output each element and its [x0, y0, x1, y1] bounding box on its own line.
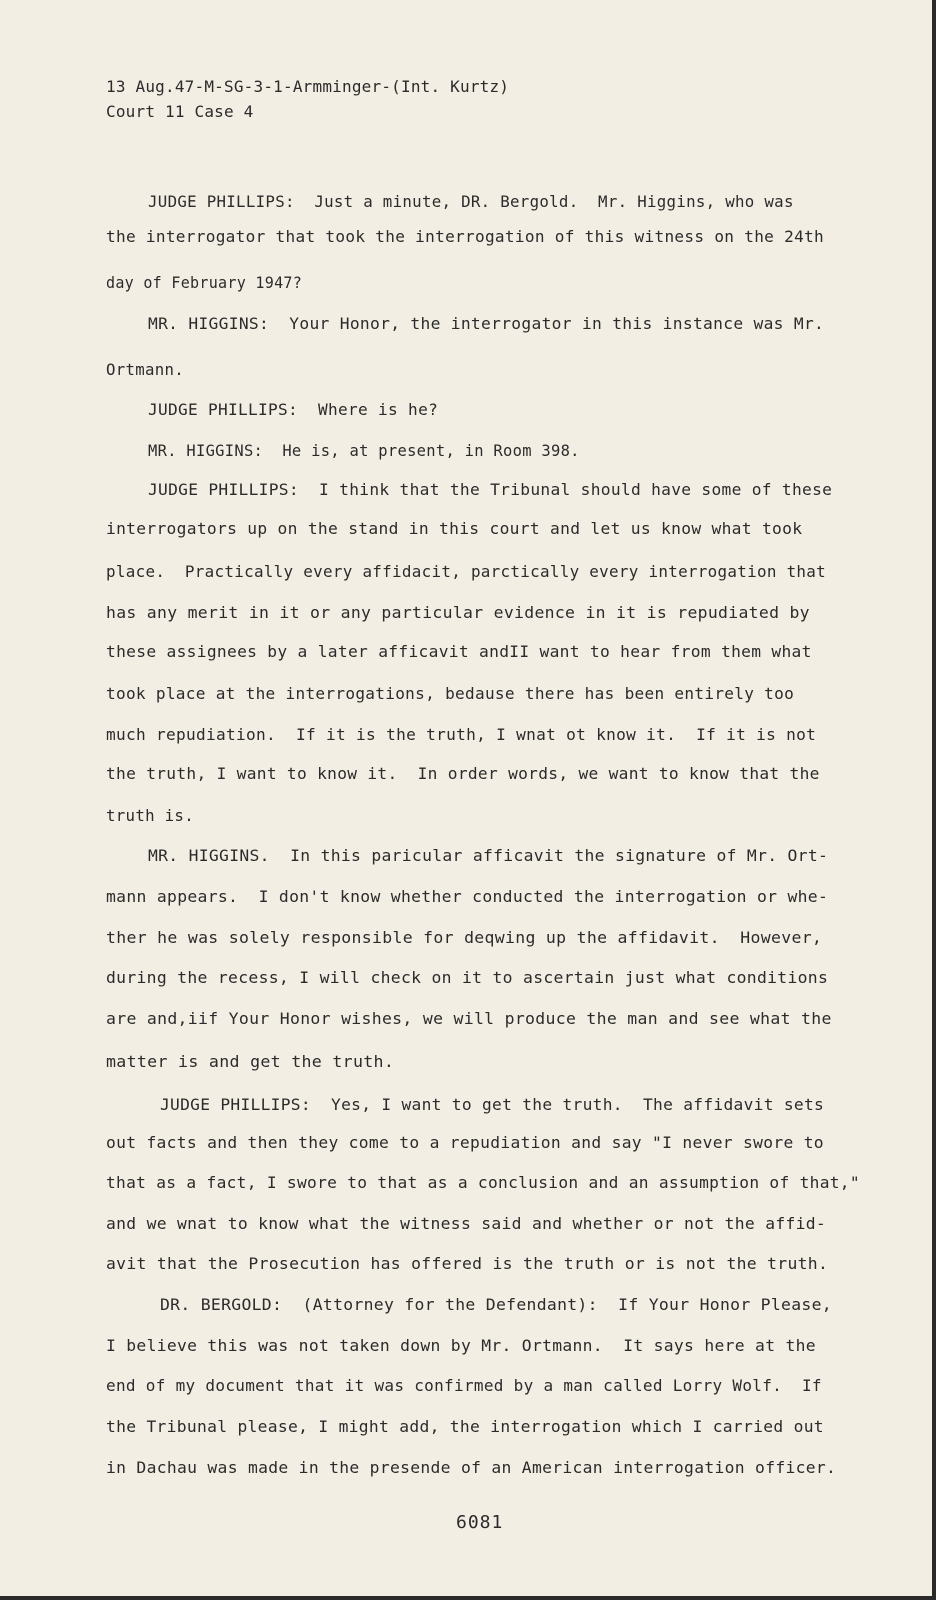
transcript-line: interrogators up on the stand in this court and let us know what took: [106, 519, 803, 538]
transcript-line: JUDGE PHILLIPS: Where is he?: [148, 400, 439, 419]
transcript-line: MR. HIGGINS: He is, at present, in Room 398.: [148, 441, 580, 460]
transcript-line: Ortmann.: [106, 360, 185, 379]
transcript-line: ther he was solely responsible for deqwing up the affidavit. However,: [106, 928, 823, 947]
transcript-line: place. Practically every affidacit, parctically every interrogation that: [106, 562, 827, 581]
transcript-line: avit that the Prosecution has offered is the truth or is not the truth.: [106, 1254, 829, 1273]
transcript-line: took place at the interrogations, bedause there has been entirely too: [106, 684, 795, 703]
document-header: [106, 74, 509, 124]
transcript-line: DR. BERGOLD: (Attorney for the Defendant): If Your Honor Please,: [160, 1295, 832, 1314]
transcript-line: JUDGE PHILLIPS: I think that the Tribunal should have some of these: [148, 480, 833, 499]
transcript-line: MR. HIGGINS. In this paricular afficavit the signature of Mr. Ort-: [148, 846, 829, 865]
transcript-line: much repudiation. If it is the truth, I wnat ot know it. If it is not: [106, 725, 817, 744]
transcript-line: JUDGE PHILLIPS: Yes, I want to get the truth. The affidavit sets: [160, 1095, 825, 1114]
transcript-line: JUDGE PHILLIPS: Just a minute, DR. Bergold. Mr. Higgins, who was: [148, 192, 794, 211]
transcript-line: mann appears. I don't know whether conducted the interrogation or whe-: [106, 887, 829, 906]
transcript-line: in Dachau was made in the presende of an American interrogation officer.: [106, 1458, 837, 1477]
header-court-line: Court 11 Case 4: [106, 102, 254, 121]
transcript-line: and we wnat to know what the witness said and whether or not the affid-: [106, 1214, 827, 1233]
page-number: 6081: [456, 1512, 504, 1533]
transcript-line: out facts and then they come to a repudiation and say "I never swore to: [106, 1133, 824, 1152]
transcript-line: has any merit in it or any particular evidence in it is repudiated by: [106, 603, 810, 622]
transcript-line: are and,iif Your Honor wishes, we will produce the man and see what the: [106, 1009, 832, 1028]
transcript-line: day of February 1947?: [106, 273, 303, 292]
transcript-line: end of my document that it was confirmed by a man called Lorry Wolf. If: [106, 1376, 822, 1395]
header-reference-line: 13 Aug.47-M-SG-3-1-Armminger-(Int. Kurtz): [106, 77, 510, 96]
transcript-line: the Tribunal please, I might add, the interrogation which I carried out: [106, 1417, 824, 1436]
transcript-line: MR. HIGGINS: Your Honor, the interrogator in this instance was Mr.: [148, 314, 825, 333]
transcript-line: that as a fact, I swore to that as a conclusion and an assumption of that,": [106, 1173, 860, 1192]
transcript-line: these assignees by a later afficavit andII want to hear from them what: [106, 642, 812, 661]
transcript-line: truth is.: [106, 806, 194, 825]
transcript-line: I believe this was not taken down by Mr. Ortmann. It says here at the: [106, 1336, 816, 1355]
transcript-line: the truth, I want to know it. In order words, we want to know that the: [106, 764, 820, 783]
transcript-line: during the recess, I will check on it to ascertain just what conditions: [106, 968, 829, 987]
transcript-line: matter is and get the truth.: [106, 1052, 395, 1071]
transcript-line: the interrogator that took the interrogation of this witness on the 24th: [106, 227, 825, 246]
